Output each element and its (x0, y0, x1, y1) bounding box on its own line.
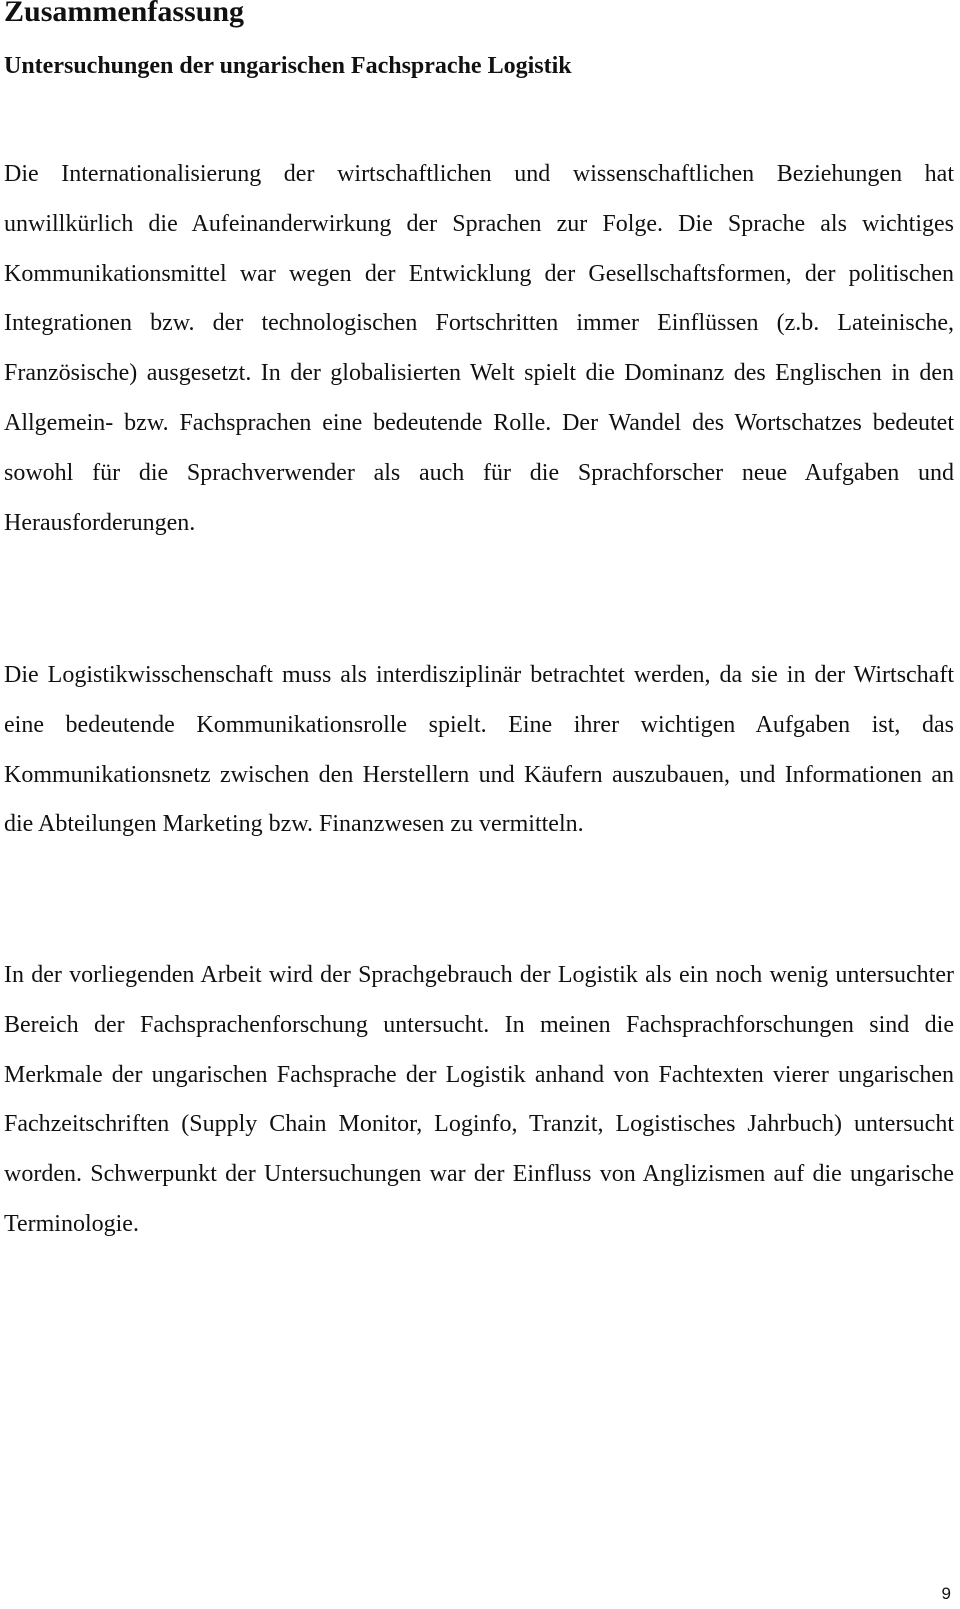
page-title: Zusammenfassung (4, 0, 245, 28)
page-subtitle: Untersuchungen der ungarischen Fachsprache Logistik (4, 53, 572, 79)
paragraph-logistikwissenschaft: Die Logistikwisschenschaft muss als interdisziplinär betrachtet werden, da sie in der Wirtschaft eine bedeutende Kommunikationsrolle spielt. Eine ihrer wichtigen Aufgaben ist, das Kommunikationsnetz zwischen den Herstellern und Käufern auszubauen, und Informationen an die Abteilungen Marketing bzw. Finanzwesen zu vermitteln. (4, 662, 954, 838)
paragraph-internationalisierung: Die Internationalisierung der wirtschaftlichen und wissenschaftlichen Beziehungen hat unwillkürlich die Aufeinanderwirkung der Sprachen zur Folge. Die Sprache als wichtiges Kommunikationsmittel war wegen der Entwicklung der Gesellschaftsformen, der politischen Integrationen bzw. der technologischen Fortschritten immer Einflüssen (z.b. Lateinische, Französische) ausgesetzt. In der globalisierten Welt spielt die Dominanz des Englischen in den Allgemein- bzw. Fachsprachen eine bedeutende Rolle. Der Wandel des Wortschatzes bedeutet sowohl für die Sprachverwender als auch für die Sprachforscher neue Aufgaben und Herausforderungen. (4, 161, 954, 536)
page-number: 9 (941, 1584, 951, 1603)
paragraph-vorliegende-arbeit: In der vorliegenden Arbeit wird der Sprachgebrauch der Logistik als ein noch wenig untersuchter Bereich der Fachsprachenforschung untersucht. In meinen Fachsprachforschungen sind die Merkmale der ungarischen Fachsprache der Logistik anhand von Fachtexten vierer ungarischen Fachzeitschriften (Supply Chain Monitor, Loginfo, Tranzit, Logistisches Jahrbuch) untersucht worden. Schwerpunkt der Untersuchungen war der Einfluss von Anglizismen auf die ungarische Terminologie. (4, 962, 954, 1237)
